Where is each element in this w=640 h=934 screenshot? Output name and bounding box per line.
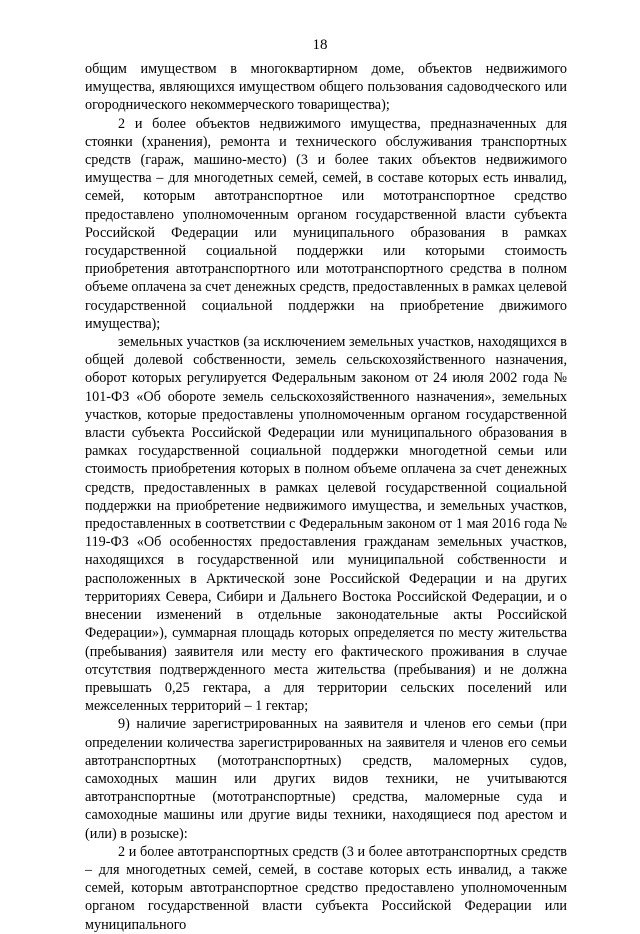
paragraph-item-9-vehicles: 9) наличие зарегистрированных на заявителя и членов его семьи (при определении количества зарегистрированных на заявителя и членов его семьи автотранспортных (мототранспортных) средств, маломерных судов, самоходных машин или других видов техники, не учитываются автотранспортные (мототранспортные) средства, маломерные суда и самоходные машины или другие виды техники, находящиеся под арестом и (или) в розыске):: [85, 716, 567, 842]
document-body: [85, 60, 567, 934]
paragraph-parking-objects: 2 и более объектов недвижимого имущества, предназначенных для стоянки (хранения), ремонта и технического обслуживания транспортных средств (гараж, машино-место) (3 и более таких объектов недвижимого имущества – для многодетных семей, семей, в составе которых есть инвалид, семей, которым автотранспортное или мототранспортное средство предоставлено уполномоченным органом государственной власти субъекта Российской Федерации или муниципального образования в рамках государственной социальной поддержки или которыми стоимость приобретения автотранспортного или мототранспортного средства в полном объеме оплачена за счет денежных средств, предоставленных в рамках целевой государственной социальной поддержки на приобретение движимого имущества);: [85, 115, 567, 332]
paragraph-property-continuation: общим имуществом в многоквартирном доме, объектов недвижимого имущества, являющихся имуществом общего пользования садоводческого или огороднического некоммерческого товарищества);: [85, 61, 567, 114]
paragraph-two-or-more-vehicles: 2 и более автотранспортных средств (3 и более автотранспортных средств – для многодетных семей, семей, в составе которых есть инвалид, а также семей, которым автотранспортное средство предоставлено уполномоченным органом государственной власти субъекта Российской Федерации или муниципального: [85, 843, 567, 933]
paragraph-land-plots: земельных участков (за исключением земельных участков, находящихся в общей долевой собственности, земель сельскохозяйственного назначения, оборот которых регулируется Федеральным законом от 24 июля 2002 года № 101-ФЗ «Об обороте земель сельскохозяйственного назначения», земельных участков, которые предоставлены уполномоченным органом государственной власти субъекта Российской Федерации или муниципального образования в рамках государственной социальной поддержки многодетной семьи или стоимость приобретения которых в полном объеме оплачена за счет денежных средств, предоставленных в рамках целевой государственной социальной поддержки на приобретение недвижимого имущества, и земельных участков, предоставленных в соответствии с Федеральным законом от 1 мая 2016 года № 119-ФЗ «Об особенностях предоставления гражданам земельных участков, находящихся в государственной или муниципальной собственности и расположенных в Арктической зоне Российской Федерации и на других территориях Севера, Сибири и Дальнего Востока Российской Федерации, и о внесении изменений в отдельные законодательные акты Российской Федерации»), суммарная площадь которых определяется по месту жительства (пребывания) заявителя или месту его фактического проживания в случае отсутствия подтвержденного места жительства (пребывания) и не должна превышать 0,25 гектара, а для территории сельских поселений или межселенных территорий – 1 гектар;: [85, 334, 567, 715]
page-number: 18: [312, 37, 328, 53]
